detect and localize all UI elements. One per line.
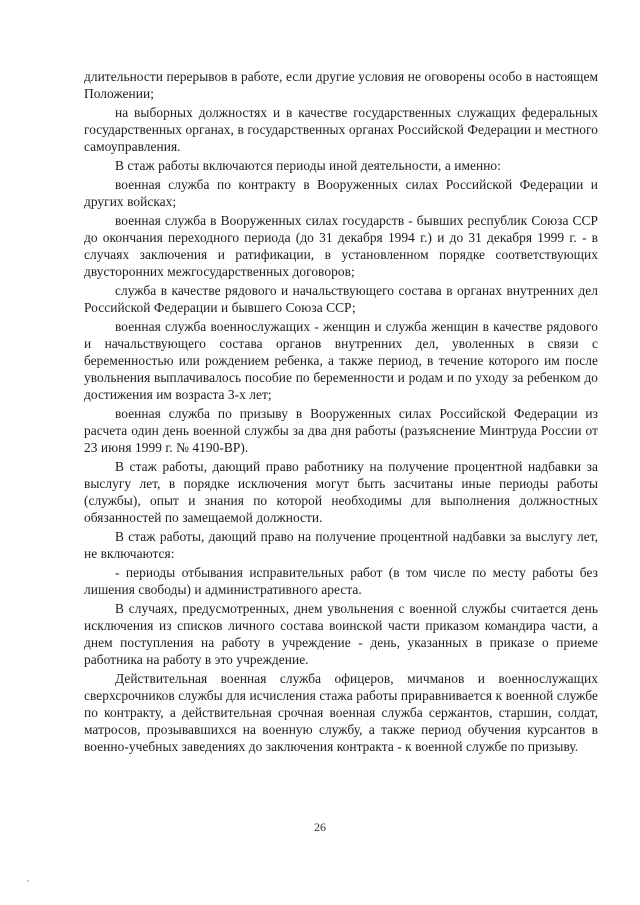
paragraph-internal-affairs-service: служба в качестве рядового и начальствующего состава в органах внутренних дел Российской Федерации и бывшего Союза ССР; — [84, 283, 598, 315]
paragraph-discharge-day: В случаях, предусмотренных, днем увольнения с военной службы считается день исключения из списков личного состава воинской части приказом командира части, а днем поступления на работу в учреждение - день, указанных в приказе о приеме работника на работу в это учреждение. — [84, 601, 598, 667]
page-number: 26 — [314, 820, 326, 834]
paragraph-other-activities-intro: В стаж работы включаются периоды иной деятельности, а именно: — [115, 158, 501, 173]
paragraph-women-service: военная служба военнослужащих - женщин и служба женщин в качестве рядового и начальствующего состава органов внутренних дел, уволенных в связи с беременностью или рождением ребенка, а также период, в течение которого им после увольнения выплачивалось пособие по беременности и родам и по уходу за ребенком до достижения им возраста 3-х лет; — [84, 319, 598, 402]
paragraph-elected-positions: на выборных должностях и в качестве государственных служащих федеральных государственных органах, в государственных органах Российской Федерации и местного самоуправления. — [84, 105, 598, 154]
paragraph-conscript-service: военная служба по призыву в Вооруженных силах Российской Федерации из расчета один день военной службы за два дня работы (разъяснение Минтруда России от 23 июня 1999 г. № 4190-ВР). — [84, 406, 598, 455]
document-body — [84, 68, 598, 757]
paragraph-seniority-exceptions: В стаж работы, дающий право работнику на получение процентной надбавки за выслугу лет, в порядке исключения могут быть засчитаны иные периоды работы (службы), опыт и знания по которой необходимы для выполнения должностных обязанностей по замещаемой должности. — [84, 459, 598, 525]
paragraph-ussr-republics-service: военная служба в Вооруженных силах государств - бывших республик Союза ССР до окончания переходного периода (до 31 декабря 1994 г.) и до 31 декабря 1999 г. - в случаях заключения и ратификации, в установленном порядке соответствующих двусторонних межгосударственных договоров; — [84, 213, 598, 279]
paragraph-officers-service: Действительная военная служба офицеров, мичманов и военнослужащих сверхсрочников службы для исчисления стажа работы приравнивается к военной службе по контракту, а действительная срочная военная служба сержантов, старшин, солдат, матросов, прозывавшихся на военную службу, а также период обучения курсантов в военно-учебных заведениях до заключения контракта - к военной службе по призыву. — [84, 671, 598, 754]
scan-artifact — [27, 880, 29, 882]
paragraph-not-included-intro: В стаж работы, дающий право на получение процентной надбавки за выслугу лет, не включаются: — [84, 529, 598, 561]
paragraph-correctional-work: - периоды отбывания исправительных работ (в том числе по месту работы без лишения свободы) и административного ареста. — [84, 565, 598, 597]
paragraph-continuation: длительности перерывов в работе, если другие условия не оговорены особо в настоящем Положении; — [84, 69, 598, 101]
paragraph-contract-service: военная служба по контракту в Вооруженных силах Российской Федерации и других войсках; — [84, 177, 598, 209]
